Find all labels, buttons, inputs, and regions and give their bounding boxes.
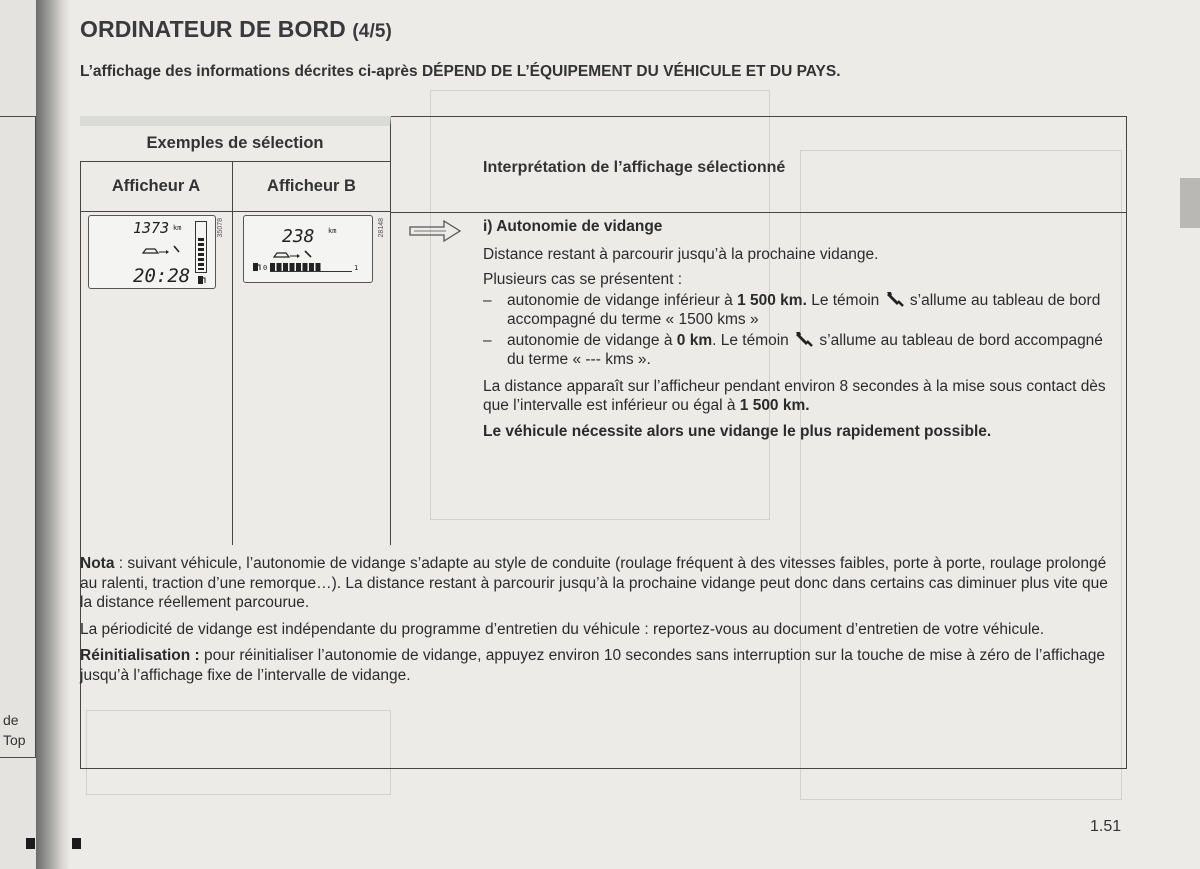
column-divider	[390, 212, 391, 545]
right-arrow-icon	[408, 219, 464, 243]
column-divider	[232, 212, 233, 545]
display-a-distance: 1373	[133, 219, 170, 237]
facing-page-fragment: Top	[3, 732, 26, 748]
header-examples: Exemples de sélection	[80, 116, 391, 162]
fuel-gauge	[195, 221, 207, 273]
list-item: – autonomie de vidange inférieur à 1 500 km. Le témoin s’allume au tableau de bord accompagné du terme « 1500 kms »	[483, 292, 1101, 328]
periodicity-paragraph: La périodicité de vidange est indépendante du programme d’entretien du véhicule : reportez-vous au document d’entretien de votre véhicule.	[80, 620, 1045, 638]
facing-page-fragment: de	[3, 712, 19, 728]
section-heading: i) Autonomie de vidange	[483, 218, 663, 235]
wrench-icon	[886, 291, 904, 307]
row-divider	[391, 212, 1127, 213]
wrench-icon	[795, 331, 813, 347]
header-interpretation: Interprétation de l’affichage sélectionné	[483, 159, 786, 176]
fuel-pump-icon	[252, 262, 262, 272]
figure-reference: 35078	[217, 218, 224, 238]
gauge-scale-right: 1	[354, 264, 359, 272]
reset-paragraph: Réinitialisation : pour réinitialiser l’autonomie de vidange, appuyez environ 10 secondes sans interruption sur la touche de mise à zéro de l’affichage jusqu’à l’affichage fixe de l’intervalle de vidange.	[80, 647, 1106, 684]
intro-text: L’affichage des informations décrites ci-après DÉPEND DE L’ÉQUIPEMENT DU VÉHICULE ET DU PAYS.	[80, 63, 841, 80]
paragraph: Distance restant à parcourir jusqu’à la prochaine vidange.	[483, 246, 879, 263]
car-icon	[141, 244, 181, 256]
display-a-illustration	[88, 215, 216, 289]
fuel-pump-icon	[197, 275, 207, 285]
conclusion: Le véhicule nécessite alors une vidange le plus rapidement possible.	[483, 423, 992, 440]
fuel-bar-gauge	[270, 262, 352, 272]
page-marker	[72, 838, 81, 849]
gauge-scale-left: 0	[263, 264, 268, 272]
page-title: ORDINATEUR DE BORD (4/5)	[80, 16, 392, 42]
paragraph: La distance apparaît sur l’afficheur pendant environ 8 secondes à la mise sous contact dès que l’intervalle est inférieur ou égal à 1 500 km.	[483, 378, 1106, 414]
display-a-unit: km	[173, 224, 182, 232]
display-a-time: 20:28	[133, 265, 191, 287]
paragraph: Plusieurs cas se présentent :	[483, 271, 683, 288]
header-display-a: Afficheur A	[80, 162, 233, 212]
page-tab-marker	[1180, 178, 1200, 228]
interpretation-text	[483, 214, 1123, 447]
car-icon	[272, 248, 322, 260]
display-b-distance: 238	[282, 226, 315, 247]
book-binding	[36, 0, 70, 869]
figure-reference: 28148	[378, 218, 385, 238]
nota-paragraph: Nota : suivant véhicule, l’autonomie de vidange s’adapte au style de conduite (roulage fréquent à des vitesses faibles, porte à porte, roulage prolongé au ralenti, traction d’une remorque…). La distance restant à parcourir jusqu’à la prochaine vidange peut donc dans certains cas diminuer plus vite que la distance réellement parcourue.	[80, 555, 1108, 611]
notes-section	[80, 554, 1120, 692]
page-number: 1.51	[1090, 818, 1122, 835]
display-b-illustration	[243, 215, 373, 283]
facing-page-frame	[0, 116, 36, 758]
list-item: – autonomie de vidange à 0 km. Le témoin s’allume au tableau de bord accompagné du terme « --- kms ».	[483, 332, 1103, 368]
page-marker	[26, 838, 35, 849]
display-b-unit: km	[328, 227, 337, 235]
header-display-b: Afficheur B	[233, 162, 391, 212]
